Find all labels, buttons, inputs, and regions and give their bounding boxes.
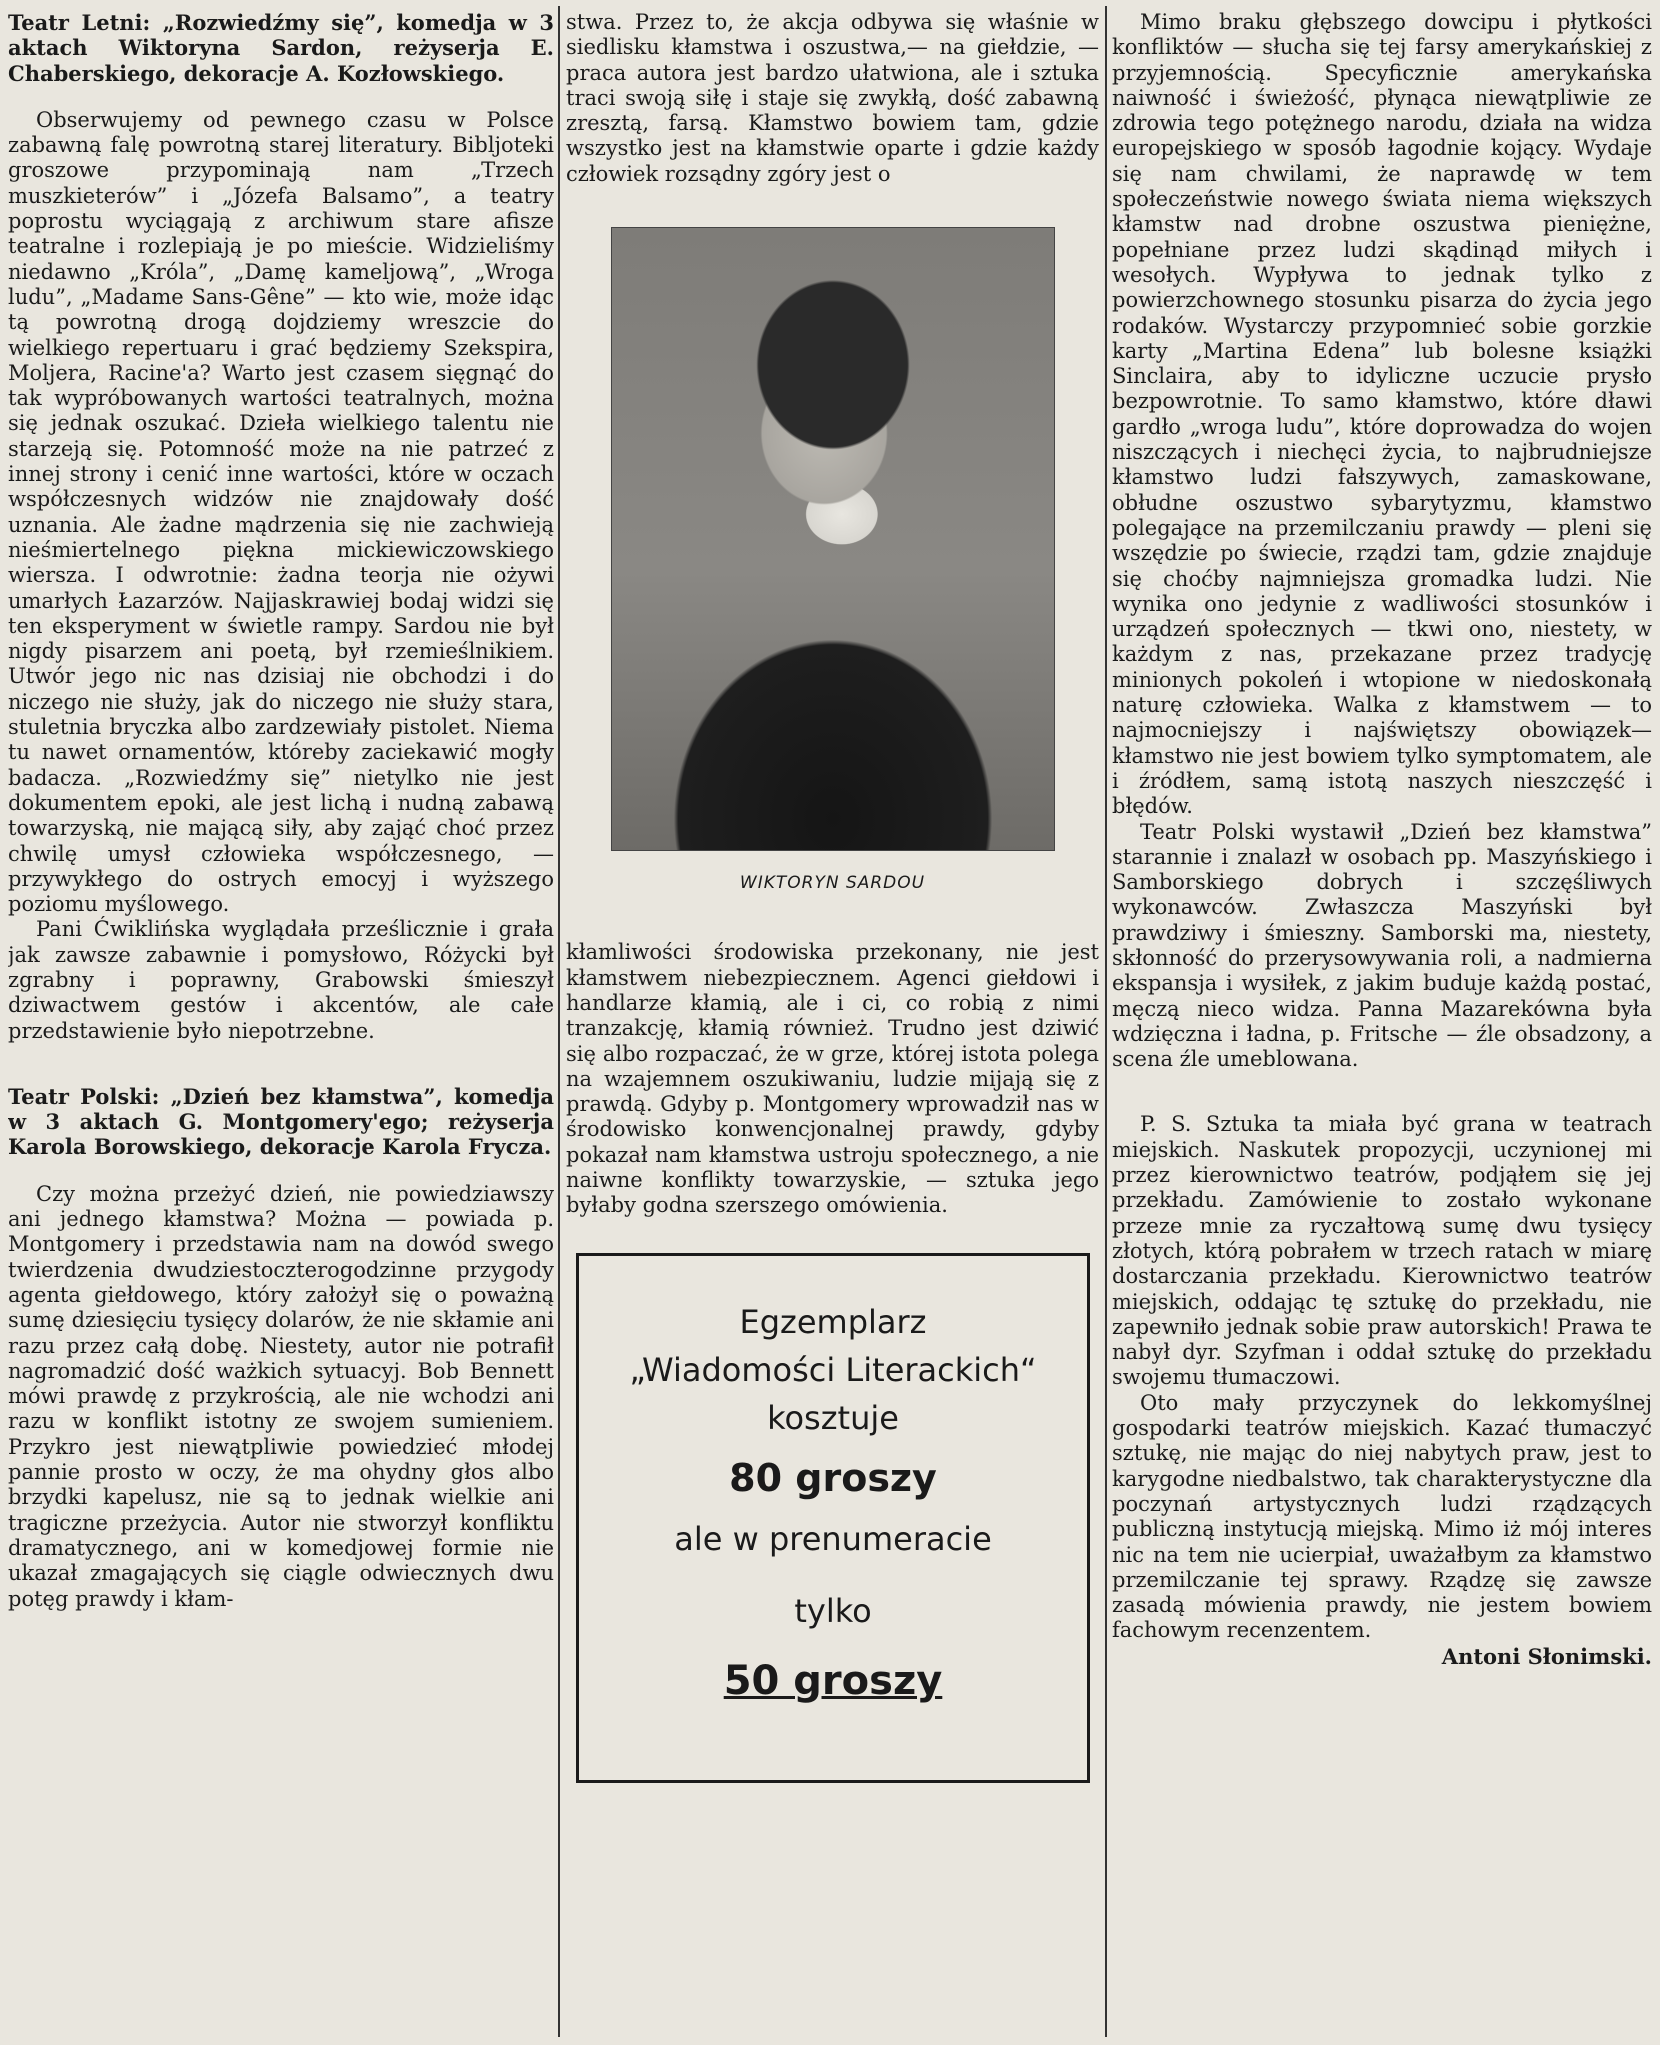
review-paragraph: Pani Ćwiklińska wyglądała prześlicznie i grała jak zawsze zabawnie i pomysłowo, Różycki był zgrabny i poprawny, Grabowski śmieszył dziwactwem gestów i akcentów, ale całe przedstawienie było niepotrzebne. — [8, 917, 554, 1043]
review-paragraph: Obserwujemy od pewnego czasu w Polsce zabawną falę powrotną starej literatury. Bibljoteki groszowe przypominają nam „Trzech muszkieterów” i „Józefa Balsamo”, a teatry poprostu wyciągają z archiwum stare afisze teatralne i rozlepiają je po mieście. Widzieliśmy niedawno „Króla”, „Damę kameljową”, „Wroga ludu”, „Madame Sans-Gêne” — kto wie, może idąc tą powrotną drogą dojdziemy wreszcie do wielkiego repertuaru i grać będziemy Szekspira, Moljera, Racine'a? Warto jest czasem sięgnąć do tak wypróbowanych wartości teatralnych, można się jednak oszukać. Dzieła wielkiego talentu nie starzeją się. Potomność może na nie patrzeć z innej strony i cenić inne wartości, które w oczach współczesnych widzów nie znajdowały dość uznania. Ale żadne mądrzenia się nie zachwieją nieśmiertelnego piękna mickiewiczowskiego wiersza. I odwrotnie: żadna teorja nie ożywi umarłych Łazarzów. Najjaskrawiej bodaj widzi się ten eksperyment w świetle rampy. Sardou nie był nigdy pisarzem ani poetą, był rzemieślnikiem. Utwór jego nic nas dzisiaj nie obchodzi i do niczego nie służy, jak do niczego nie służy stara, stuletnia bryczka albo zardzewiały pistolet. Niema tu nawet ornamentów, któreby zaciekawić mogły badacza. „Rozwiedźmy się” nietylko nie jest dokumentem epoki, ale jest lichą i nudną zabawą towarzyską, nie mającą siły, aby zająć choć przez chwilę umysł człowieka współczesnego, — przywykłego do ostrych emocyj i wyższego poziomu myślowego. — [8, 107, 554, 917]
column-rule-left — [558, 6, 560, 2037]
column-middle — [566, 10, 1099, 2035]
review-continuation: stwa. Przez to, że akcja odbywa się właśnie w siedlisku kłamstwa i oszustwa,— na giełdzie, — praca autora jest bardzo ułatwiona, ale i sztuka traci swoją siłę i staje się zwykłą, dość zabawną zresztą, farsą. Kłamstwo bowiem tam, gdzie wszystko jest na kłamstwie oparte i gdzie każdy człowiek rozsądny zgóry jest o — [566, 10, 1099, 186]
column-right — [1112, 10, 1652, 2035]
ad-price-subscription: 50 groszy — [723, 1657, 943, 1704]
postscript-paragraph: Oto mały przyczynek do lekkomyślnej gospodarki teatrów miejskich. Kazać tłumaczyć sztukę, nie mając do niej nabytych praw, jest to karygodne niedbalstwo, tak charakterystyczne dla poczynań artystycznych ludzi rządzących publiczną instytucją miejską. Mimo iż mój interes nic na tem nie ucierpiał, uważałbym za kłamstwo przemilczanie tej sprawy. Rządzę się zawsze zasadą mówienia prawdy, nie jestem bowiem fachowym recenzentem. — [1112, 1390, 1652, 1643]
review-paragraph: Mimo braku głębszego dowcipu i płytkości konfliktów — słucha się tej farsy amerykańskiej z przyjemnością. Specyficznie amerykańska naiwność i świeżość, płynąca niewątpliwie ze zdrowia tego potężnego narodu, działa na widza europejskiego w sposób łagodnie kojący. Wydaje się nam chwilami, że naprawdę w tem społeczeństwie nowego świata niema większych kłamstw nad drobne oszustwa pieniężne, popełniane przez ludzi skądinąd miłych i wesołych. Wypływa to jednak tylko z powierzchownego stosunku pisarza do życia jego rodaków. Wystarczy przypomnieć sobie gorzkie karty „Martina Edena” lub bolesne książki Sinclaira, aby to idyliczne uczucie prysło bezpowrotnie. To samo kłamstwo, które dławi gardło „wroga ludu”, które doprowadza do wojen niszczących i niechęci życia, to najbrudniejsze kłamstwo ludzi fałszywych, zamaskowane, obłudne oszustwo sybarytyzmu, kłamstwo polegające na przemilczaniu prawdy — pleni się wszędzie po świecie, rządzi tam, gdzie znajduje się choćby najmniejsza gromadka ludzi. Nie wynika ono jedynie z wadliwości stosunków i urządzeń społecznych — tkwi ono, niestety, w każdym z nas, przekazane przez tradycję minionych pokoleń i wtopione w niedoskonałą naturę człowieka. Walka z kłamstwem — to najmocniejszy i najświętszy obowiązek— kłamstwo nie jest bowiem tylko symptomatem, ale i źródłem, samą istotą naszych nieszczęść i błędów. — [1112, 10, 1652, 819]
review-paragraph: Czy można przeżyć dzień, nie powiedziawszy ani jednego kłamstwa? Można — powiada p. Montgomery i przedstawia nam na dowód swego twierdzenia dwudziestoczterogodzinne przygody agenta giełdowego, który założył się o poważną sumę dziesięciu tysięcy dolarów, że nie skłamie ani razu przez całą dobę. Niestety, autor nie potrafił nagromadzić dość ważkich sytuacyj. Bob Bennett mówi prawdę z przykrością, ale nie wchodzi ani razu w konflikt istotny ze swojem sumieniem. Przykro jest niewątpliwie powiedzieć młodej pannie prosto w oczy, że ma ohydny głos albo brzydki kapelusz, nie są to jednak wielkie ani tragiczne przeżycia. Autor nie stworzył konfliktu dramatycznego, ani w komedjowej formie nie ukazał zmagających się ciągle odwiecznych dwu potęg prawdy i kłam- — [8, 1181, 554, 1611]
subscription-ad-box — [576, 1253, 1090, 1783]
review-heading-teatr-polski: Teatr Polski: „Dzień bez kłamstwa”, komedja w 3 aktach G. Montgomery'ego; reżyserja Karola Borowskiego, dekoracje Karola Frycza. — [8, 1083, 554, 1160]
photo-caption: WIKTORYN SARDOU — [739, 873, 926, 894]
review-heading-teatr-letni: Teatr Letni: „Rozwiedźmy się”, komedja w 3 aktach Wiktoryna Sardon, reżyserja E. Chaberskiego, dekoracje A. Kozłowskiego. — [8, 10, 554, 86]
review-paragraph: Teatr Polski wystawił „Dzień bez kłamstwa” starannie i znalazł w osobach pp. Maszyńskiego i Samborskiego dobrych i szczęśliwych wykonawców. Zwłaszcza Maszyński był prawdziwy i śmieszny. Samborski ma, niestety, skłonność do przerysowywania roli, a nadmierna ekspansja i wysiłek, z jakim buduje każdą postać, męczą nieco widza. Panna Mazarekówna była wdzięczna i ładna, p. Fritsche — źle obsadzony, a scena źle umeblowana. — [1112, 819, 1652, 1072]
ad-line: tylko — [794, 1591, 872, 1630]
review-continuation: kłamliwości środowiska przekonany, nie jest kłamstwem niebezpiecznem. Agenci giełdowi i handlarze kłamią, ale i ci, co robią z nimi tranzakcję, kłamią również. Trudno jest dziwić się albo rozpaczać, że w grze, której istota polega na wzajemnem oszukiwaniu, ludzie mijają się z prawdą. Gdyby p. Montgomery wprowadził nas w środowisko konwencjonalnej prawdy, gdyby pokazał nam kłamstwa ustroju społecznego, a nie naiwne konflikty towarzyskie, — sztuka jego byłaby godna szerszego omówienia. — [566, 940, 1099, 1218]
postscript-paragraph: P. S. Sztuka ta miała być grana w teatrach miejskich. Naskutek propozycji, uczynionej mi przez kierownictwo teatrów, podjąłem się jej przekładu. Zamówienie to zostało wykonane przeze mnie za ryczałtową sumę dwu tysięcy złotych, którą pobrałem w trzech ratach w miarę dostarczania przekładu. Kierownictwo teatrów miejskich, oddając tę sztukę do przekładu, nie zapewniło jednak sobie praw autorskich! Prawa te nabył dyr. Szyfman i oddał sztukę do przekładu swojemu tłumaczowi. — [1112, 1112, 1652, 1390]
ad-line: kosztuje — [767, 1398, 899, 1437]
author-signature: Antoni Słonimski. — [1441, 1643, 1652, 1669]
column-rule-right — [1105, 6, 1107, 2037]
ad-line: „Wiadomości Literackich“ — [629, 1350, 1037, 1389]
portrait-photo — [611, 227, 1055, 851]
ad-price-single: 80 groszy — [729, 1455, 937, 1500]
column-left — [8, 10, 554, 2035]
ad-line: Egzemplarz — [739, 1302, 927, 1341]
ad-line: ale w prenumeracie — [674, 1519, 992, 1558]
